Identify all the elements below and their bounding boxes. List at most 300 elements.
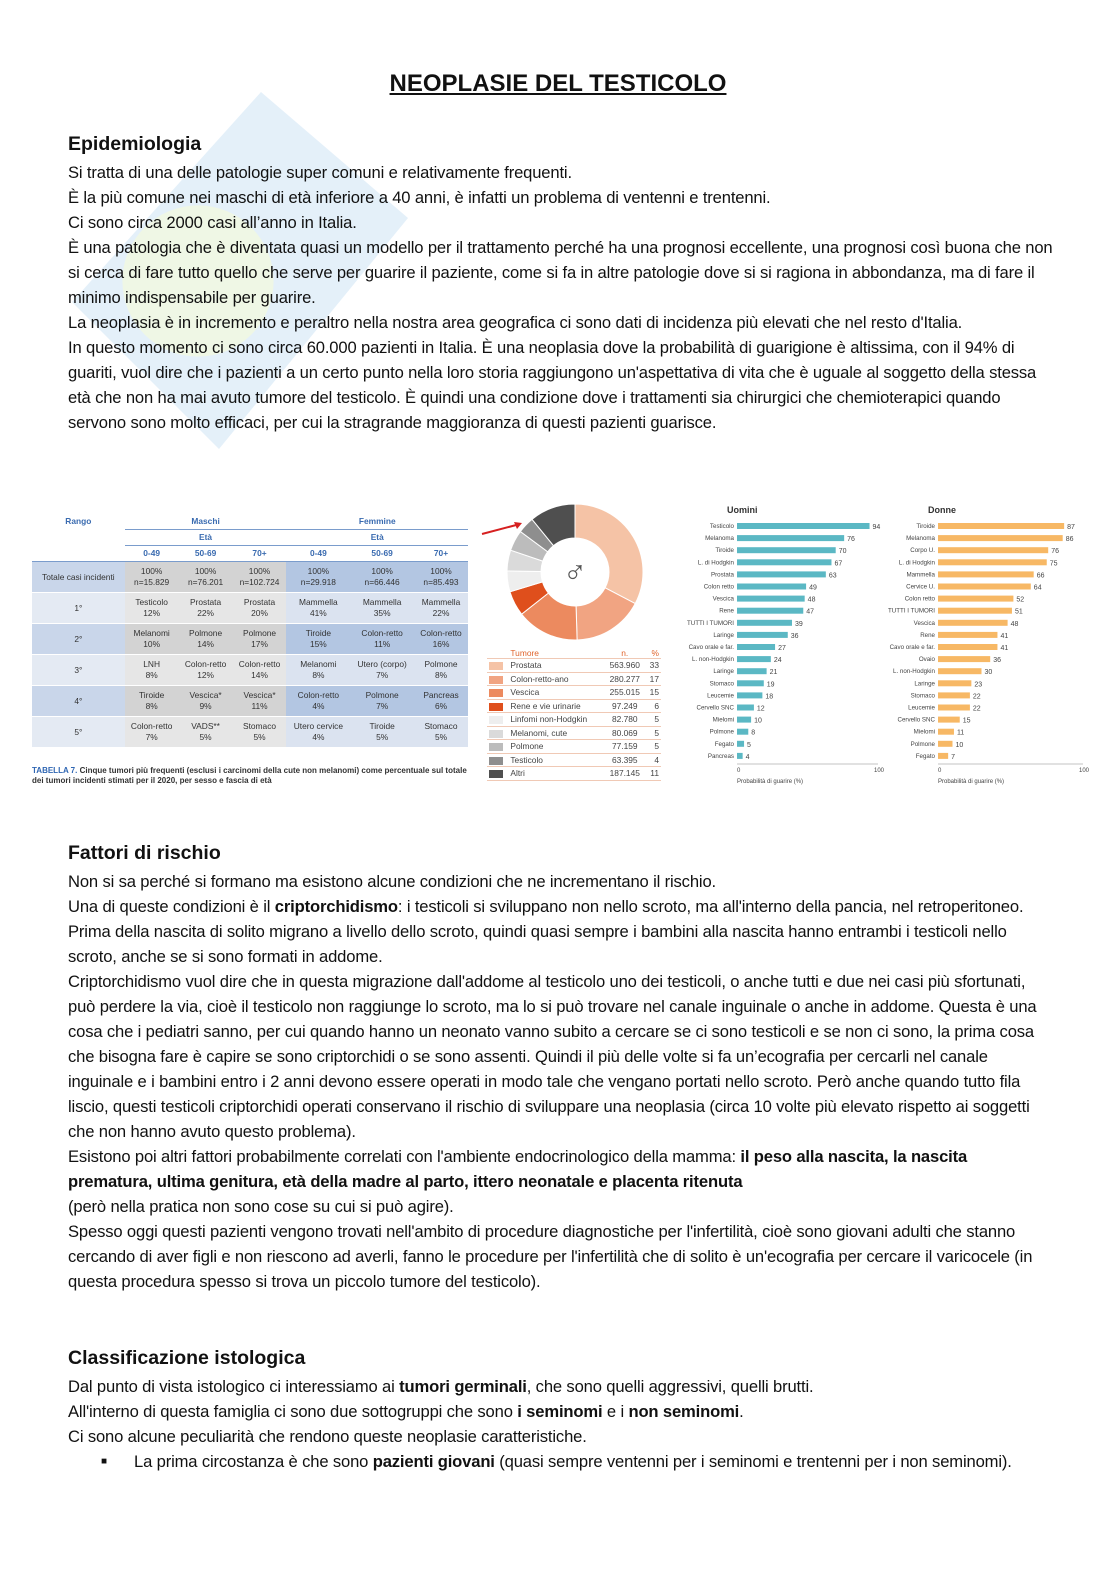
tumor-percent: 17%: [251, 639, 268, 649]
legend-row: [487, 699, 661, 713]
pie-legend-table: [487, 648, 661, 781]
bar-value: 76: [847, 536, 855, 544]
tumor-percent: 20%: [251, 608, 268, 618]
bar-value: 48: [1010, 620, 1019, 628]
legend-swatch: [489, 689, 503, 697]
rank-cell: 3°: [32, 655, 125, 686]
age-range: 50-69: [179, 546, 233, 562]
paragraph: Spesso oggi questi pazienti vengono trovati nell'ambito di procedure diagnostiche per l'infertilità, cioè sono giovani adulti che stanno cercando di aver figli e non riescono ad averli, fanno le procedure per l'infertilità che di solito è un'ecografia per cercare il varicocele (in questa procedura spesso si trova un piccolo tumore del testicolo).: [68, 1222, 1033, 1291]
bar-label: L. non-Hodgkin: [893, 668, 935, 676]
bar-label: Colon retto: [703, 583, 734, 591]
tumor-percent: 7%: [145, 732, 158, 742]
table-row: [32, 686, 468, 717]
tumor-percent: 5%: [434, 732, 448, 742]
tumor-cell: [179, 593, 233, 624]
tumor-percent: 11%: [251, 701, 268, 711]
bar-label: TUTTI I TUMORI: [888, 607, 935, 615]
tumor-percent: 10%: [143, 639, 161, 649]
text: All'interno di questa famiglia ci sono due sottogruppi che sono: [68, 1402, 518, 1421]
tumor-cell: [286, 655, 350, 686]
bold-text: tumori germinali: [399, 1377, 527, 1396]
total-cell: [179, 562, 233, 593]
tumor-percent: 5%: [199, 732, 212, 742]
bullet-text: [134, 1449, 1012, 1474]
tumor-name: Utero (corpo): [357, 659, 407, 669]
legend-count: 187.145: [604, 767, 645, 781]
bar-value: 47: [806, 608, 815, 616]
tumor-percent: 11%: [374, 639, 391, 649]
legend-count: 255.015: [604, 686, 645, 700]
tumor-percent: 16%: [432, 639, 450, 649]
tumor-percent: 7%: [376, 670, 389, 680]
bar: [737, 523, 870, 529]
tumor-cell: [179, 686, 233, 717]
legend-label: Altri: [508, 767, 604, 781]
male-symbol-icon: ♂: [563, 554, 587, 590]
tumor-name: Colon-retto: [184, 659, 227, 669]
bar: [938, 535, 1063, 541]
males-header: Maschi: [125, 514, 287, 530]
tumor-name: Melanomi: [300, 659, 337, 669]
tumor-cell: [414, 686, 468, 717]
bar: [737, 717, 751, 723]
tumor-name: Colon-retto: [238, 659, 281, 669]
bold-text: i seminomi: [517, 1402, 603, 1421]
arrow-icon: [482, 524, 520, 534]
section-epidemiologia: [68, 131, 1053, 435]
bar-label: Polmone: [910, 740, 935, 748]
legend-percent: 15: [645, 686, 661, 700]
legend-count: 97.249: [604, 699, 645, 713]
paragraph: È una patologia che è diventata quasi un modello per il trattamento perché ha una prognosi eccellente, una prognosi così buona che non si cerca di fare tutto quello che serve per guarire il paziente, come si fa in altre patologie dove si si ragiona in abbondanza, ma di fare il minimo indispensabile per guarire.: [68, 238, 1053, 307]
age-range: 0-49: [125, 546, 179, 562]
paragraph: [68, 1374, 1053, 1399]
legend-percent: 6: [645, 699, 661, 713]
bar: [737, 692, 762, 698]
bar-value: 94: [872, 524, 881, 531]
text: Esistono poi altri fattori probabilmente correlati con l'ambiente endocrinologico della mamma:: [68, 1147, 741, 1166]
bar-label: Mammella: [906, 571, 935, 579]
incidence-table: [32, 514, 468, 748]
legend-swatch: [489, 676, 503, 684]
tumor-name: Polmone: [365, 690, 399, 700]
tumor-name: Colon-retto: [361, 628, 403, 638]
bar: [938, 547, 1048, 553]
bar: [737, 620, 792, 626]
bar-label: Cervello SNC: [696, 704, 734, 712]
legend-header-pct: %: [645, 648, 661, 659]
bar-value: 12: [756, 705, 765, 713]
tumor-cell: [125, 624, 179, 655]
total-cell: [350, 562, 414, 593]
tumor-percent: 7%: [376, 701, 389, 711]
tumor-cell: [286, 593, 350, 624]
bar: [938, 680, 971, 686]
tumor-name: Melanomi: [133, 628, 170, 638]
text: : i testicoli si sviluppano non nello scroto, ma all'interno della pancia, nel retroperitoneo. Prima della nascita di solito migrano a livello dello scroto, quindi quasi sempre i bambini alla nascita hanno entrambi i testicoli nello scroto, anche se si sono formati in addome.: [68, 897, 1024, 966]
bar-value: 86: [1065, 536, 1074, 544]
bar-label: Ovaio: [918, 656, 935, 664]
tumor-cell: [350, 717, 414, 748]
tumor-percent: 8%: [145, 701, 158, 711]
legend-label: Vescica: [508, 686, 604, 700]
legend-percent: 11: [645, 767, 661, 781]
chart-title: Uomini: [727, 505, 758, 515]
section-classificazione: [68, 1345, 1053, 1474]
bar-value: 63: [828, 572, 837, 580]
bar-label: Cervice U.: [906, 583, 935, 591]
age-header: Età: [286, 530, 468, 546]
paragraph: In questo momento ci sono circa 60.000 pazienti in Italia. È una neoplasia dove la probabilità di guarigione è altissima, con il 94% di guariti, vuol dire che i pazienti a un certo punto nella loro storia raggiungono un'aspettativa di vita che è uguale al soggetto della stessa età che non ha mai avuto tumore del testicolo. È quindi una condizione dove i trattamenti sia chirurgici che chemioterapici quando servono sono molto efficaci, per cui la stragrande maggioranza di questi pazienti guarisce.: [68, 338, 1037, 432]
tumor-percent: 14%: [197, 639, 214, 649]
age-range: 70+: [233, 546, 287, 562]
text: Una di queste condizioni è il: [68, 897, 275, 916]
tumor-cell: [125, 717, 179, 748]
bar-value: 39: [794, 620, 803, 628]
tumor-percent: 41%: [309, 608, 327, 618]
bar-value: 8: [751, 729, 756, 737]
legend-label: Colon-retto-ano: [508, 672, 604, 686]
bar-value: 75: [1049, 560, 1058, 568]
bar: [737, 668, 767, 674]
bar: [938, 753, 948, 759]
bar-value: 21: [769, 669, 778, 677]
legend-count: 82.780: [604, 713, 645, 727]
tumor-cell: [125, 593, 179, 624]
text: , che sono quelli aggressivi, quelli brutti.: [526, 1377, 814, 1396]
rank-header: Rango: [32, 514, 125, 562]
tumor-percent: 8%: [434, 670, 448, 680]
bar: [737, 584, 806, 590]
bar-value: 41: [1000, 645, 1009, 652]
tumor-cell: [350, 655, 414, 686]
tumor-percent: 35%: [373, 608, 391, 618]
bar-label: Tiroide: [916, 523, 935, 530]
bar-chart-men: [680, 500, 890, 790]
tumor-name: Tiroide: [138, 690, 165, 700]
bar-label: Stomaco: [910, 692, 935, 700]
rank-cell: 1°: [32, 593, 125, 624]
legend-count: 77.159: [604, 740, 645, 754]
bar: [737, 608, 803, 614]
legend-swatch: [489, 662, 503, 670]
caption-text: Cinque tumori più frequenti (esclusi i carcinomi della cute non melanomi) come percentuale sul totale dei tumori incidenti stimati per il 2020, per sesso e fascia di età: [32, 766, 467, 785]
tumor-percent: 8%: [145, 670, 158, 680]
percent: 100%: [194, 566, 217, 576]
x-tick: 100: [1079, 768, 1090, 774]
bar: [938, 584, 1031, 590]
bar-value: 41: [1000, 632, 1009, 640]
bar-label: Testicolo: [709, 523, 734, 530]
tumor-cell: [286, 717, 350, 748]
paragraph: [68, 894, 1053, 969]
bar-label: Vescica: [712, 595, 734, 603]
bar: [938, 729, 954, 735]
legend-label: Linfomi non-Hodgkin: [508, 713, 604, 727]
heading-classificazione: Classificazione istologica: [68, 1347, 306, 1369]
tumor-name: Vescica*: [243, 690, 276, 700]
bar: [737, 753, 743, 759]
count: n=102.724: [239, 577, 280, 587]
tumor-name: Tiroide: [305, 628, 332, 638]
tumor-cell: [125, 686, 179, 717]
count: n=66.446: [364, 577, 400, 587]
bar-label: Cervello SNC: [897, 716, 935, 724]
legend-percent: 33: [645, 659, 661, 673]
paragraph: È la più comune nei maschi di età inferiore a 40 anni, è infatti un problema di ventenni e trentenni.: [68, 188, 771, 207]
legend-percent: 5: [645, 740, 661, 754]
tumor-percent: 14%: [251, 670, 268, 680]
bar: [938, 632, 997, 638]
tumor-cell: [350, 624, 414, 655]
bar-label: Leucemie: [908, 704, 935, 712]
bar: [938, 523, 1064, 529]
rank-cell: 5°: [32, 717, 125, 748]
x-tick: 100: [874, 768, 885, 774]
legend-percent: 4: [645, 753, 661, 767]
tumor-percent: 9%: [199, 701, 212, 711]
paragraph: Si tratta di una delle patologie super comuni e relativamente frequenti.: [68, 163, 572, 182]
bar-value: 4: [745, 753, 750, 761]
tumor-name: Pancreas: [423, 690, 459, 700]
bar: [938, 559, 1047, 565]
tumor-cell: [286, 624, 350, 655]
bar-value: 11: [956, 729, 965, 737]
tumor-percent: 12%: [197, 670, 214, 680]
bar-value: 67: [834, 560, 843, 568]
total-cell: [286, 562, 350, 593]
tumor-cell: [414, 717, 468, 748]
tumor-percent: 15%: [309, 639, 327, 649]
bar: [737, 705, 754, 711]
percent: 100%: [371, 566, 393, 576]
tumor-name: Prostata: [189, 597, 222, 607]
bar-value: 87: [1067, 524, 1075, 531]
bar-value: 36: [993, 657, 1001, 665]
count: n=29.918: [300, 577, 336, 587]
section-fattori-rischio: [68, 840, 1053, 1294]
table-row: [32, 593, 468, 624]
x-axis-label: Probabilità di guarire (%): [938, 779, 1005, 785]
bar-value: 10: [955, 741, 964, 749]
tumor-cell: [179, 655, 233, 686]
paragraph: La neoplasia è in incremento e peraltro nella nostra area geografica ci sono dati di incidenza più elevati che nel resto d'Italia.: [68, 313, 963, 332]
bar-label: Laringe: [914, 680, 935, 688]
bar: [938, 571, 1034, 577]
rank-cell: 4°: [32, 686, 125, 717]
bar-label: L. non-Hodgkin: [692, 656, 734, 664]
tumor-percent: 5%: [253, 732, 266, 742]
count: n=85.493: [423, 577, 459, 587]
tumor-cell: [125, 655, 179, 686]
bar-label: Mielomi: [913, 728, 935, 736]
page-title: NEOPLASIE DEL TESTICOLO: [389, 70, 727, 97]
bar-value: 36: [790, 632, 799, 640]
legend-swatch: [489, 757, 503, 765]
bar-value: 5: [747, 741, 751, 749]
bar-label: Fegato: [915, 752, 935, 760]
bar: [737, 632, 788, 638]
bar-value: 7: [951, 753, 956, 761]
legend-header-tumor: Tumore: [508, 648, 604, 659]
tumor-name: Prostata: [243, 597, 276, 607]
tumor-name: LNH: [143, 659, 161, 669]
females-header: Femmine: [286, 514, 468, 530]
tumor-name: Testicolo: [135, 597, 168, 607]
tumor-cell: [414, 593, 468, 624]
legend-row: [487, 753, 661, 767]
tumor-name: Stomaco: [242, 721, 277, 731]
bar-value: 18: [765, 693, 774, 701]
bar: [938, 741, 953, 747]
bar-value: 30: [984, 669, 993, 677]
paragraph: [68, 1144, 1053, 1219]
text: La prima circostanza è che sono: [134, 1452, 373, 1471]
tumor-percent: 22%: [432, 608, 450, 618]
bar-chart-women: [882, 500, 1102, 790]
bar-label: Cavo orale e far.: [688, 644, 734, 651]
tumor-name: Tiroide: [369, 721, 395, 731]
tumor-cell: [233, 717, 287, 748]
legend-count: 563.960: [604, 659, 645, 673]
legend-row: [487, 659, 661, 673]
legend-header-n: n.: [604, 648, 645, 659]
legend-row: [487, 686, 661, 700]
bar: [938, 656, 990, 662]
legend-label: Polmone: [508, 740, 604, 754]
bold-text: non seminomi: [628, 1402, 740, 1421]
bar: [938, 620, 1008, 626]
bar-value: 24: [773, 657, 782, 665]
bar-label: Laringe: [713, 631, 734, 639]
bar-label: Rene: [719, 607, 734, 615]
bar-value: 23: [974, 681, 983, 689]
paragraph: Ci sono alcune peculiarità che rendono queste neoplasie caratteristiche.: [68, 1427, 587, 1446]
legend-label: Prostata: [508, 659, 604, 673]
table-row: [32, 655, 468, 686]
bar-label: Corpo U.: [910, 547, 935, 555]
bar-label: Cavo orale e far.: [889, 644, 935, 651]
bar: [938, 608, 1012, 614]
tumor-name: Colon-retto: [420, 628, 462, 638]
bar-label: Laringe: [713, 668, 734, 676]
total-cell: [125, 562, 179, 593]
bar-label: Polmone: [709, 728, 734, 736]
text: (però nella pratica non sono cose su cui si può agire).: [68, 1197, 454, 1216]
percent: 100%: [430, 566, 452, 576]
donut-chart: [478, 500, 668, 645]
legend-count: 280.277: [604, 672, 645, 686]
tumor-cell: [179, 624, 233, 655]
paragraph: [68, 1399, 1053, 1424]
bar: [938, 705, 970, 711]
tumor-percent: 5%: [376, 732, 389, 742]
bar-label: Pancreas: [707, 752, 734, 760]
text: (quasi sempre ventenni per i seminomi e trentenni per i non seminomi).: [494, 1452, 1012, 1471]
bold-text: criptorchidismo: [274, 897, 398, 916]
tumor-name: VADS**: [191, 721, 220, 731]
tumor-cell: [414, 655, 468, 686]
tumor-cell: [350, 686, 414, 717]
bar-value: 22: [972, 705, 981, 713]
paragraph: Criptorchidismo vuol dire che in questa migrazione dall'addome al testicolo uno dei testicoli, o anche tutti e due nei casi più sfortunati, può perdere la via, cioè il testicolo non raggiunge lo scroto, ma lo si può trovare nel canale inguinale o anche in addome. Questa è una cosa che i pediatri sanno, per cui quando hanno un neonato vanno subito a cercare se ci sono testicoli e se non ci sono, la prima cosa che bisogna fare è capire se sono criptorchidi o se sono assenti. Quindi il più delle volte si fa un’ecografia per cercarli nel canale inguinale e i bambini entro i 2 anni devono essere operati in modo tale che vengano portati nello scroto. Però anche quando tutto fila liscio, questi testicoli criptorchidi operati conservano il rischio di sviluppare una neoplasia (circa 10 volte più elevato rispetto ai soggetti che non hanno avuto questo problema).: [68, 972, 1037, 1141]
legend-label: Melanomi, cute: [508, 726, 604, 740]
bar: [737, 547, 836, 553]
percent: 100%: [140, 566, 163, 576]
legend-percent: 17: [645, 672, 661, 686]
tumor-percent: 22%: [197, 608, 214, 618]
percent: 100%: [307, 566, 330, 576]
bar-label: Melanoma: [705, 535, 734, 543]
x-tick: 0: [737, 768, 741, 774]
bar-label: Fegato: [714, 740, 734, 748]
bar: [737, 656, 771, 662]
tumor-cell: [350, 593, 414, 624]
tumor-name: Colon-retto: [297, 690, 340, 700]
bar-label: Colon retto: [904, 595, 935, 603]
total-label: Totale casi incidenti: [32, 562, 125, 593]
bar-label: TUTTI I TUMORI: [687, 619, 734, 627]
bar-label: L. di Hodgkin: [697, 559, 734, 567]
bar-value: 49: [809, 584, 817, 592]
bold-text: pazienti giovani: [372, 1452, 495, 1471]
bar: [938, 668, 982, 674]
x-axis-label: Probabilità di guarire (%): [737, 779, 804, 785]
legend-count: 63.395: [604, 753, 645, 767]
bar: [737, 535, 844, 541]
bar-label: Mielomi: [712, 716, 734, 724]
bar-label: Rene: [920, 631, 935, 639]
caption-label: TABELLA 7.: [32, 766, 78, 775]
text: e i: [602, 1402, 629, 1421]
tumor-percent: 8%: [312, 670, 325, 680]
legend-swatch: [489, 770, 503, 778]
text: .: [739, 1402, 744, 1421]
legend-percent: 5: [645, 713, 661, 727]
tumor-name: Colon-retto: [130, 721, 173, 731]
tumor-cell: [414, 624, 468, 655]
x-tick: 0: [938, 768, 942, 774]
bar: [737, 729, 748, 735]
legend-swatch: [489, 730, 503, 738]
count: n=15.829: [134, 577, 170, 587]
table-row: [32, 717, 468, 748]
bar: [938, 692, 970, 698]
table-caption: [32, 766, 472, 786]
bar-label: Melanoma: [906, 535, 935, 543]
bar-value: 15: [962, 717, 971, 725]
bar-value: 48: [807, 596, 816, 604]
legend-row: [487, 726, 661, 740]
legend-percent: 5: [645, 726, 661, 740]
age-header: Età: [125, 530, 287, 546]
tumor-cell: [233, 624, 287, 655]
chart-title: Donne: [928, 505, 956, 515]
tumor-cell: [179, 717, 233, 748]
tumor-percent: 12%: [143, 608, 161, 618]
tumor-percent: 4%: [312, 701, 325, 711]
bar-value: 22: [972, 693, 981, 701]
total-cell: [233, 562, 287, 593]
rank-cell: 2°: [32, 624, 125, 655]
bar: [737, 559, 831, 565]
legend-row: [487, 767, 661, 781]
bar-value: 66: [1036, 572, 1045, 580]
tumor-name: Polmone: [242, 628, 277, 638]
bar: [737, 741, 744, 747]
bar: [737, 644, 775, 650]
bar-label: Prostata: [710, 571, 734, 579]
